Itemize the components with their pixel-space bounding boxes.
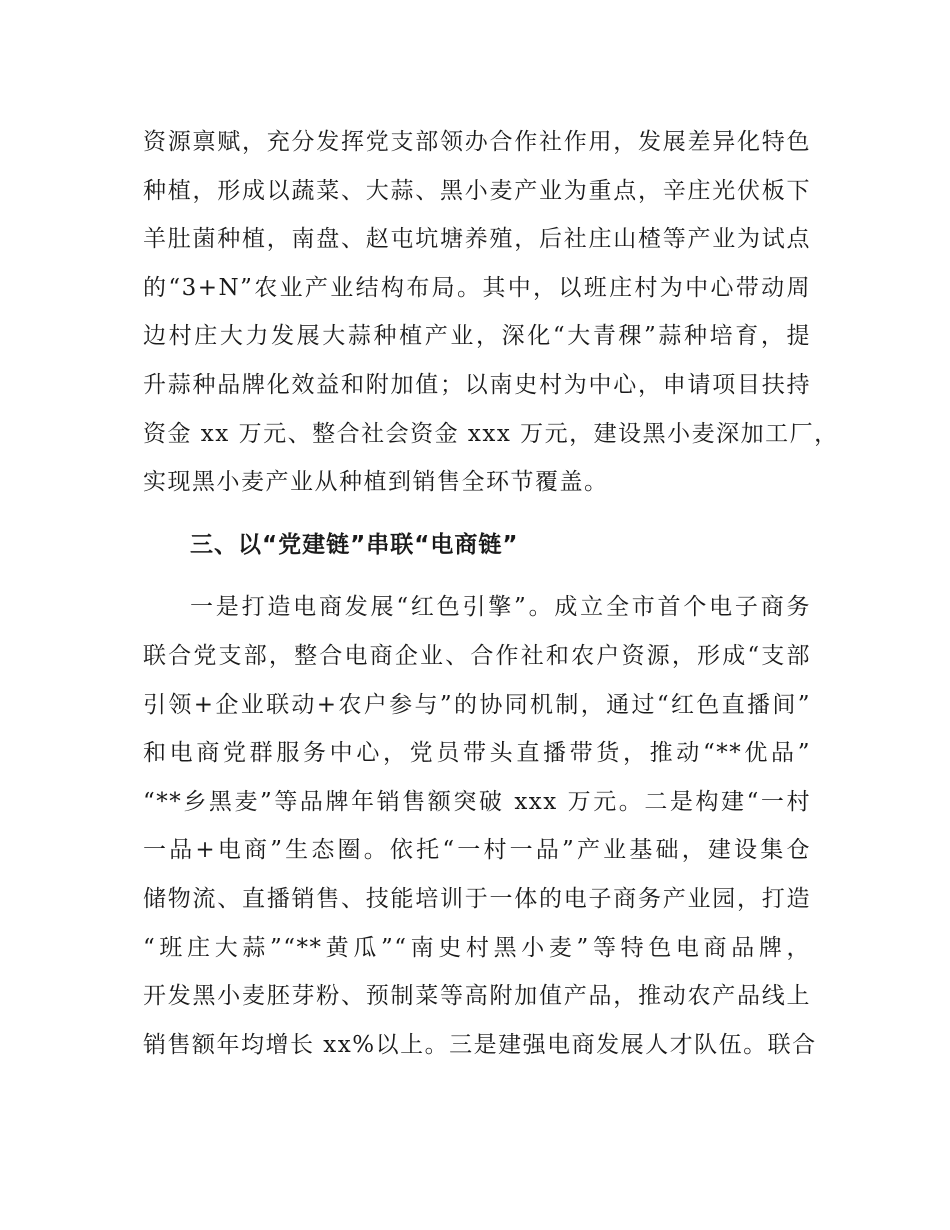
text-line: 引领+企业联动+农户参与”的协同机制，通过“红色直播间” — [143, 691, 811, 718]
section-heading-3: 三、以“党建链”串联“电商链” — [190, 531, 519, 558]
text-line: “**乡黑麦”等品牌年销售额突破 xxx 万元。二是构建“一村 — [143, 788, 811, 815]
text-line: 和电商党群服务中心，党员带头直播带货，推动“**优品” — [143, 740, 811, 767]
text-line: 一是打造电商发展“红色引擎”。成立全市首个电子商务 — [190, 594, 811, 621]
text-line: 实现黑小麦产业从种植到销售全环节覆盖。 — [143, 469, 609, 496]
text-line: 一品+电商”生态圈。依托“一村一品”产业基础，建设集仓 — [143, 837, 811, 864]
paragraph-ecommerce — [143, 583, 817, 1069]
text-line: 储物流、直播销售、技能培训于一体的电子商务产业园，打造 — [143, 885, 811, 912]
text-line: 开发黑小麦胚芽粉、预制菜等高附加值产品，推动农产品线上 — [143, 983, 811, 1010]
text-line: 边村庄大力发展大蒜种植产业，深化“大青稞”蒜种培育，提 — [143, 323, 811, 350]
text-line: 联合党支部，整合电商企业、合作社和农户资源，形成“支部 — [143, 642, 811, 669]
text-line: 资金 xx 万元、整合社会资金 xxx 万元，建设黑小麦深加工厂， — [143, 420, 839, 447]
text-line: 销售额年均增长 xx%以上。三是建强电商发展人才队伍。联合 — [143, 1031, 817, 1058]
text-line: 的“3+N”农业产业结构布局。其中，以班庄村为中心带动周 — [143, 274, 811, 301]
paragraph-industry-layout — [143, 118, 839, 507]
text-line: 资源禀赋，充分发挥党支部领办合作社作用，发展差异化特色 — [143, 129, 811, 155]
text-line: 羊肚菌种植，南盘、赵屯坑塘养殖，后社庄山楂等产业为试点 — [143, 226, 811, 253]
text-line: 升蒜种品牌化效益和附加值；以南史村为中心，申请项目扶持 — [143, 371, 811, 398]
document-body — [143, 118, 839, 1069]
text-line: 种植，形成以蔬菜、大蒜、黑小麦产业为重点，辛庄光伏板下 — [143, 177, 811, 204]
text-line: “班庄大蒜”“**黄瓜”“南史村黑小麦”等特色电商品牌， — [143, 934, 811, 961]
